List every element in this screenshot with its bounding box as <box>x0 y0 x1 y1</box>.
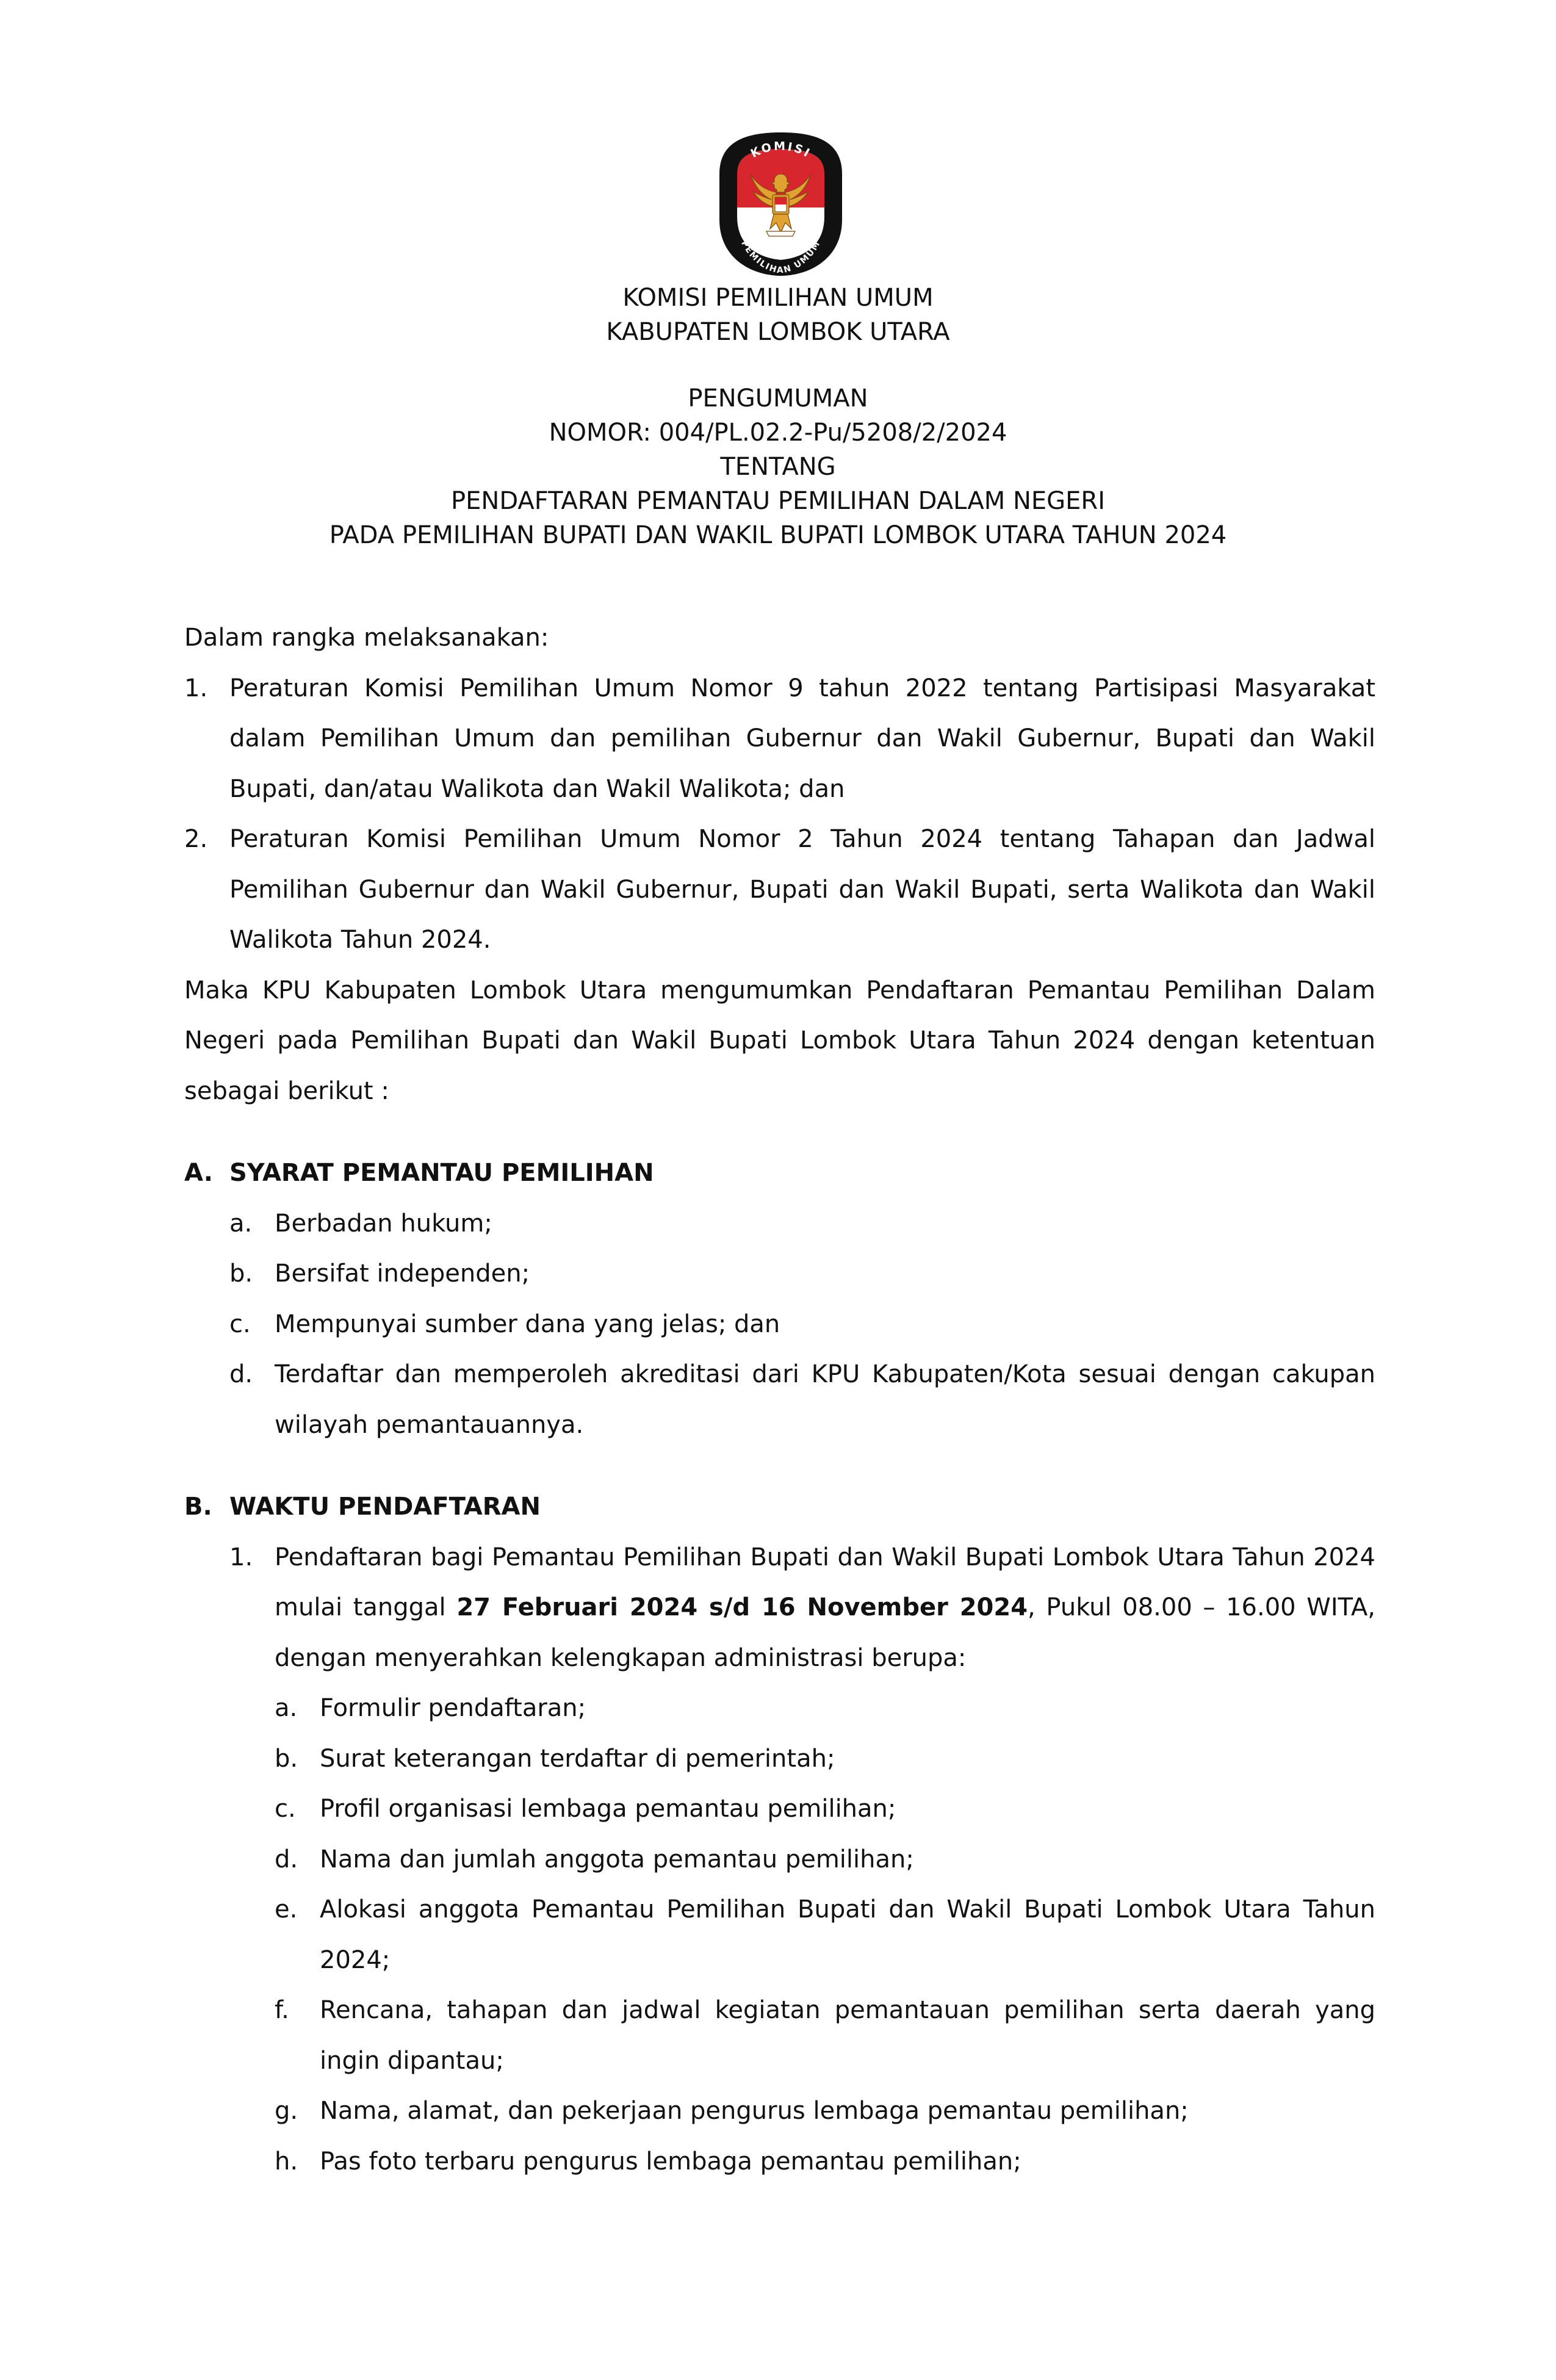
list-marker: g. <box>275 2097 298 2125</box>
document-title-line2: PADA PEMILIHAN BUPATI DAN WAKIL BUPATI LOMBOK UTARA TAHUN 2024 <box>329 521 1227 549</box>
considerations-list <box>184 663 1375 965</box>
list-item <box>275 1683 1375 1734</box>
list-item <box>275 1884 1375 1985</box>
logo-top-text: KOMISI <box>748 139 813 161</box>
announcement-text: Maka KPU Kabupaten Lombok Utara mengumumkan Pendaftaran Pemantau Pemilihan Dalam Negeri pada Pemilihan Bupati dan Wakil Bupati Lombok Utara Tahun 2024 dengan ketentuan sebagai berikut : <box>184 976 1375 1105</box>
document-body <box>184 613 1375 2187</box>
list-item-text: Pas foto terbaru pengurus lembaga pemantau pemilihan; <box>320 2147 1021 2176</box>
list-item-text: Nama, alamat, dan pekerjaan pengurus lembaga pemantau pemilihan; <box>320 2097 1189 2125</box>
list-item-text: Mempunyai sumber dana yang jelas; dan <box>275 1310 780 1338</box>
section-b-heading <box>184 1482 1375 1532</box>
list-item-text: Terdaftar dan memperoleh akreditasi dari KPU Kabupaten/Kota sesuai dengan cakupan wilayah pemantauannya. <box>275 1360 1375 1439</box>
list-marker: d. <box>229 1360 253 1388</box>
list-item-text: Profil organisasi lembaga pemantau pemilihan; <box>320 1795 896 1823</box>
section-marker: B. <box>184 1493 212 1521</box>
list-item-text: Nama dan jumlah anggota pemantau pemilihan; <box>320 1845 914 1873</box>
list-marker: f. <box>275 1996 289 2024</box>
list-item-text: Peraturan Komisi Pemilihan Umum Nomor 2 Tahun 2024 tentang Tahapan dan Jadwal Pemilihan Gubernur dan Wakil Gubernur, Bupati dan Wakil Bupati, serta Walikota dan Wakil Walikota Tahun 2024. <box>229 825 1375 954</box>
registration-period: 27 Februari 2024 s/d 16 November 2024 <box>456 1593 1028 1621</box>
list-item-text: Surat keterangan terdaftar di pemerintah; <box>320 1744 835 1773</box>
list-marker: 2. <box>184 825 208 853</box>
list-marker: e. <box>275 1895 298 1924</box>
list-item <box>229 1299 1375 1350</box>
list-item <box>229 1249 1375 1299</box>
issuer-block <box>0 281 1556 349</box>
list-marker: a. <box>275 1694 298 1722</box>
list-marker: h. <box>275 2147 298 2176</box>
list-item <box>184 663 1375 815</box>
list-item <box>229 1349 1375 1450</box>
list-item-text: Alokasi anggota Pemantau Pemilihan Bupati dan Wakil Bupati Lombok Utara Tahun 2024; <box>320 1895 1375 1974</box>
section-b-list <box>229 1532 1375 1684</box>
list-item-text: Bersifat independen; <box>275 1260 530 1288</box>
list-item <box>184 814 1375 965</box>
list-marker: 1. <box>184 674 208 702</box>
list-marker: c. <box>229 1310 251 1338</box>
list-marker: b. <box>275 1744 298 1773</box>
list-item <box>275 1784 1375 1834</box>
list-item <box>275 1985 1375 2086</box>
logo-bottom-text: PEMILIHAN UMUM <box>739 239 823 276</box>
requirements-list <box>275 1683 1375 2187</box>
list-marker: 1. <box>229 1543 253 1571</box>
list-item-text <box>275 1532 1375 1684</box>
kpu-logo <box>715 131 846 276</box>
registration-text-after: , Pukul 08.00 – 16.00 WITA, dengan menyerahkan kelengkapan administrasi berupa: <box>275 1593 1376 1672</box>
list-marker: b. <box>229 1260 253 1288</box>
intro-text: Dalam rangka melaksanakan: <box>184 624 549 652</box>
section-title: WAKTU PENDAFTARAN <box>229 1493 541 1521</box>
list-item-text: Berbadan hukum; <box>275 1209 492 1238</box>
list-item <box>275 2086 1375 2137</box>
list-marker: a. <box>229 1209 253 1238</box>
section-marker: A. <box>184 1159 213 1187</box>
list-marker: c. <box>275 1795 296 1823</box>
document-number: NOMOR: 004/PL.02.2-Pu/5208/2/2024 <box>549 419 1007 447</box>
document-about: TENTANG <box>720 453 836 481</box>
section-a-list <box>229 1199 1375 1451</box>
list-marker: d. <box>275 1845 298 1873</box>
list-item <box>275 2137 1375 2187</box>
list-item <box>229 1199 1375 1249</box>
list-item-text: Peraturan Komisi Pemilihan Umum Nomor 9 tahun 2022 tentang Partisipasi Masyarakat dalam Pemilihan Umum dan pemilihan Gubernur dan Wakil Gubernur, Bupati dan Wakil Bupati, dan/atau Walikota dan Wakil Walikota; dan <box>229 674 1375 803</box>
document-type: PENGUMUMAN <box>688 384 868 413</box>
registration-text-before: Pendaftaran bagi Pemantau Pemilihan Bupati dan Wakil Bupati Lombok Utara Tahun 2024 mulai tanggal <box>275 1543 1375 1621</box>
org-name-line1: KOMISI PEMILIHAN UMUM <box>622 284 934 312</box>
list-item <box>275 1834 1375 1885</box>
list-item-text: Rencana, tahapan dan jadwal kegiatan pemantauan pemilihan serta daerah yang ingin dipantau; <box>320 1996 1375 2075</box>
list-item <box>229 1532 1375 1684</box>
title-block <box>0 381 1556 552</box>
section-a-heading <box>184 1148 1375 1199</box>
list-item <box>275 1734 1375 1784</box>
list-item-text: Formulir pendaftaran; <box>320 1694 586 1722</box>
document-title-line1: PENDAFTARAN PEMANTAU PEMILIHAN DALAM NEGERI <box>451 487 1105 515</box>
org-name-line2: KABUPATEN LOMBOK UTARA <box>606 318 950 346</box>
section-title: SYARAT PEMANTAU PEMILIHAN <box>229 1159 654 1187</box>
